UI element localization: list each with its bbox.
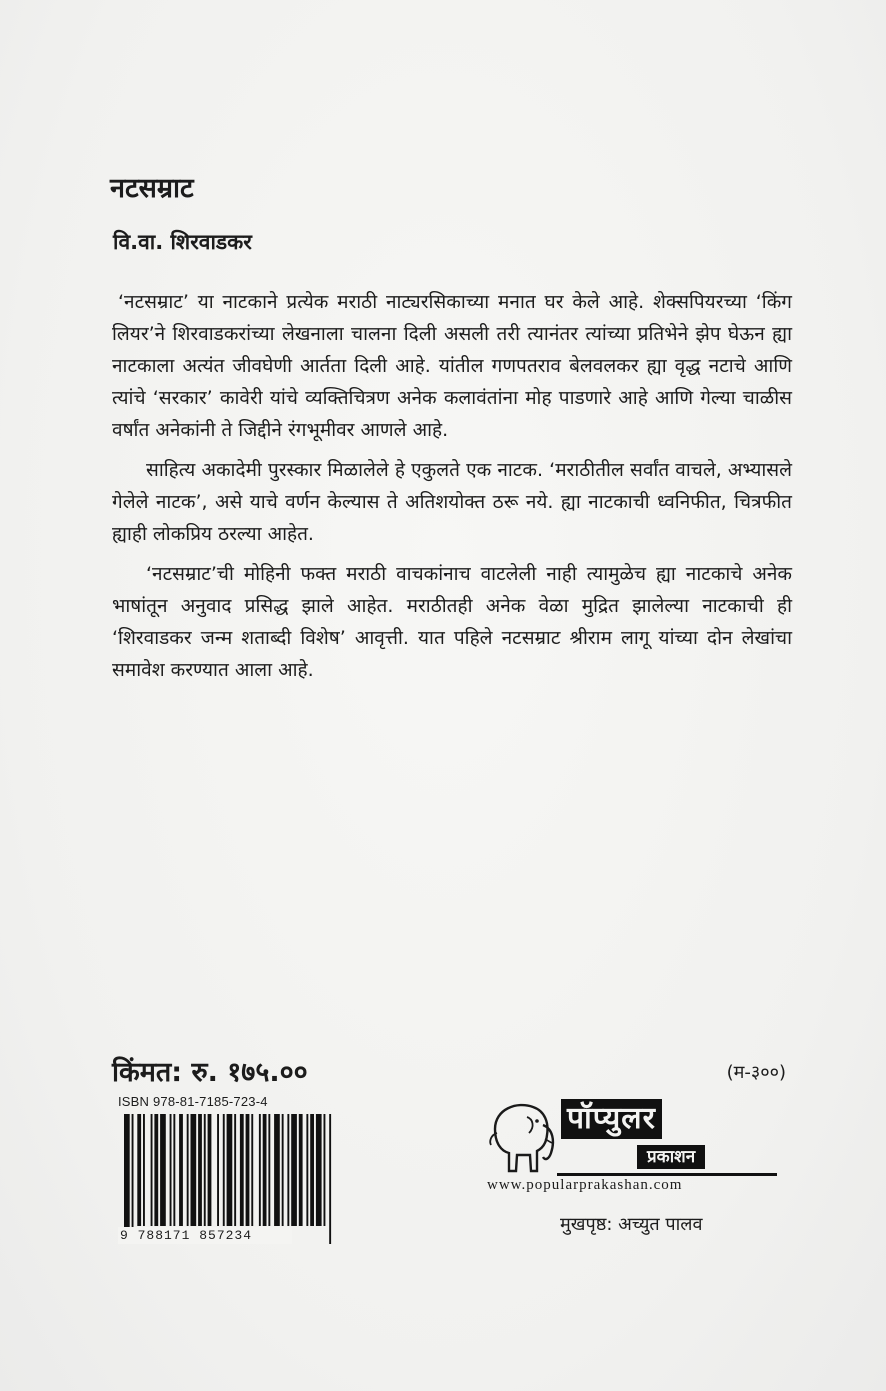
blurb-paragraph: ‘नटसम्राट’ या नाटकाने प्रत्येक मराठी नाट्यरसिकाच्या मनात घर केले आहे. शेक्सपियरच्या ‘किंग लियर’ने शिरवाडकरांच्या लेखनाला चालना दिली असली तरी त्यानंतर त्यांच्या प्रतिभेने झेप घेऊन ह्या नाटकाला अत्यंत जीवघेणी आर्तता दिली आहे. यांतील गणपतराव बेलवलकर ह्या वृद्ध नटाचे आणि त्यांचे ‘सरकार’ कावेरी यांचे व्यक्तिचित्रण अनेक कलावंतांना मोह पाडणारे आहे आणि गेल्या चाळीस वर्षांत अनेकांनी ते जिद्दीने रंगभूमीवर आणले आहे.	[112, 291, 792, 441]
barcode-bar	[316, 1114, 322, 1226]
barcode-bar	[287, 1114, 289, 1226]
isbn: ISBN 978-81-7185-723-4	[118, 1094, 268, 1109]
barcode-bar	[223, 1114, 225, 1226]
barcode-bar	[240, 1114, 244, 1226]
barcode-bar	[173, 1114, 175, 1226]
barcode-bar	[170, 1114, 172, 1226]
barcode-bar	[282, 1114, 284, 1226]
barcode-bar	[268, 1114, 270, 1226]
barcode-bar	[274, 1114, 280, 1226]
blurb	[112, 286, 792, 694]
barcode-bar	[132, 1114, 134, 1244]
barcode-bar	[246, 1114, 250, 1226]
barcode-bar	[160, 1114, 166, 1226]
barcode-bar	[227, 1114, 233, 1226]
barcode-bar	[198, 1114, 202, 1226]
barcode-bar	[259, 1114, 261, 1226]
barcode-digits: 9 788171 857234	[118, 1227, 292, 1244]
barcode	[118, 1112, 408, 1246]
elephant-icon	[487, 1095, 559, 1181]
barcode-icon	[118, 1112, 408, 1246]
barcode-bar	[299, 1114, 303, 1226]
barcode-bar	[251, 1114, 253, 1226]
publisher-name: पॉप्युलर	[561, 1099, 662, 1139]
barcode-bar	[154, 1114, 158, 1226]
barcode-bar	[124, 1114, 130, 1244]
author-name: वि.वा. शिरवाडकर	[113, 230, 252, 254]
barcode-bar	[143, 1114, 145, 1226]
barcode-bar	[187, 1114, 189, 1226]
barcode-bar	[263, 1114, 267, 1226]
barcode-bar	[310, 1114, 314, 1226]
blurb-paragraph: साहित्य अकादेमी पुरस्कार मिळालेले हे एकुलते एक नाटक. ‘मराठीतील सर्वांत वाचले, अभ्यासले गेलेले नाटक’, असे याचे वर्णन केल्यास ते अतिशयोक्त ठरू नये. ह्या नाटकाची ध्वनिफीत, चित्रफीत ह्याही लोकप्रिय ठरल्या आहेत.	[112, 459, 792, 545]
barcode-bar	[306, 1114, 308, 1226]
barcode-bar	[324, 1114, 326, 1226]
barcode-bar	[217, 1114, 219, 1226]
blurb-paragraph: ‘नटसम्राट’ची मोहिनी फक्त मराठी वाचकांनाच वाटलेली नाही त्यामुळेच ह्या नाटकाचे अनेक भाषांतून अनुवाद प्रसिद्ध झाले आहेत. मराठीतही अनेक वेळा मुद्रित झालेल्या नाटकाची ही ‘शिरवाडकर जन्म शताब्दी विशेष’ आवृत्ती. यात पहिले नटसम्राट श्रीराम लागू यांच्या दोन लेखांचा समावेश करण्यात आला आहे.	[112, 563, 792, 681]
barcode-bar	[191, 1114, 197, 1226]
barcode-bar	[137, 1114, 141, 1226]
barcode-bar	[204, 1114, 206, 1226]
barcode-bar	[291, 1114, 297, 1226]
barcode-bar	[329, 1114, 331, 1244]
barcode-bar	[208, 1114, 212, 1226]
cover-credit: मुखपृष्ठ: अच्युत पालव	[560, 1214, 703, 1235]
barcode-bar	[179, 1114, 183, 1226]
publisher-rule	[557, 1173, 777, 1176]
book-title: नटसम्राट	[110, 173, 194, 204]
price: किंमत: रु. १७५.००	[112, 1057, 308, 1088]
publisher-website: www.popularprakashan.com	[487, 1177, 683, 1193]
publisher-sub: प्रकाशन	[637, 1145, 705, 1169]
barcode-bar	[234, 1114, 236, 1226]
catalog-code: (म-३००)	[726, 1062, 786, 1083]
barcode-bar	[151, 1114, 153, 1226]
